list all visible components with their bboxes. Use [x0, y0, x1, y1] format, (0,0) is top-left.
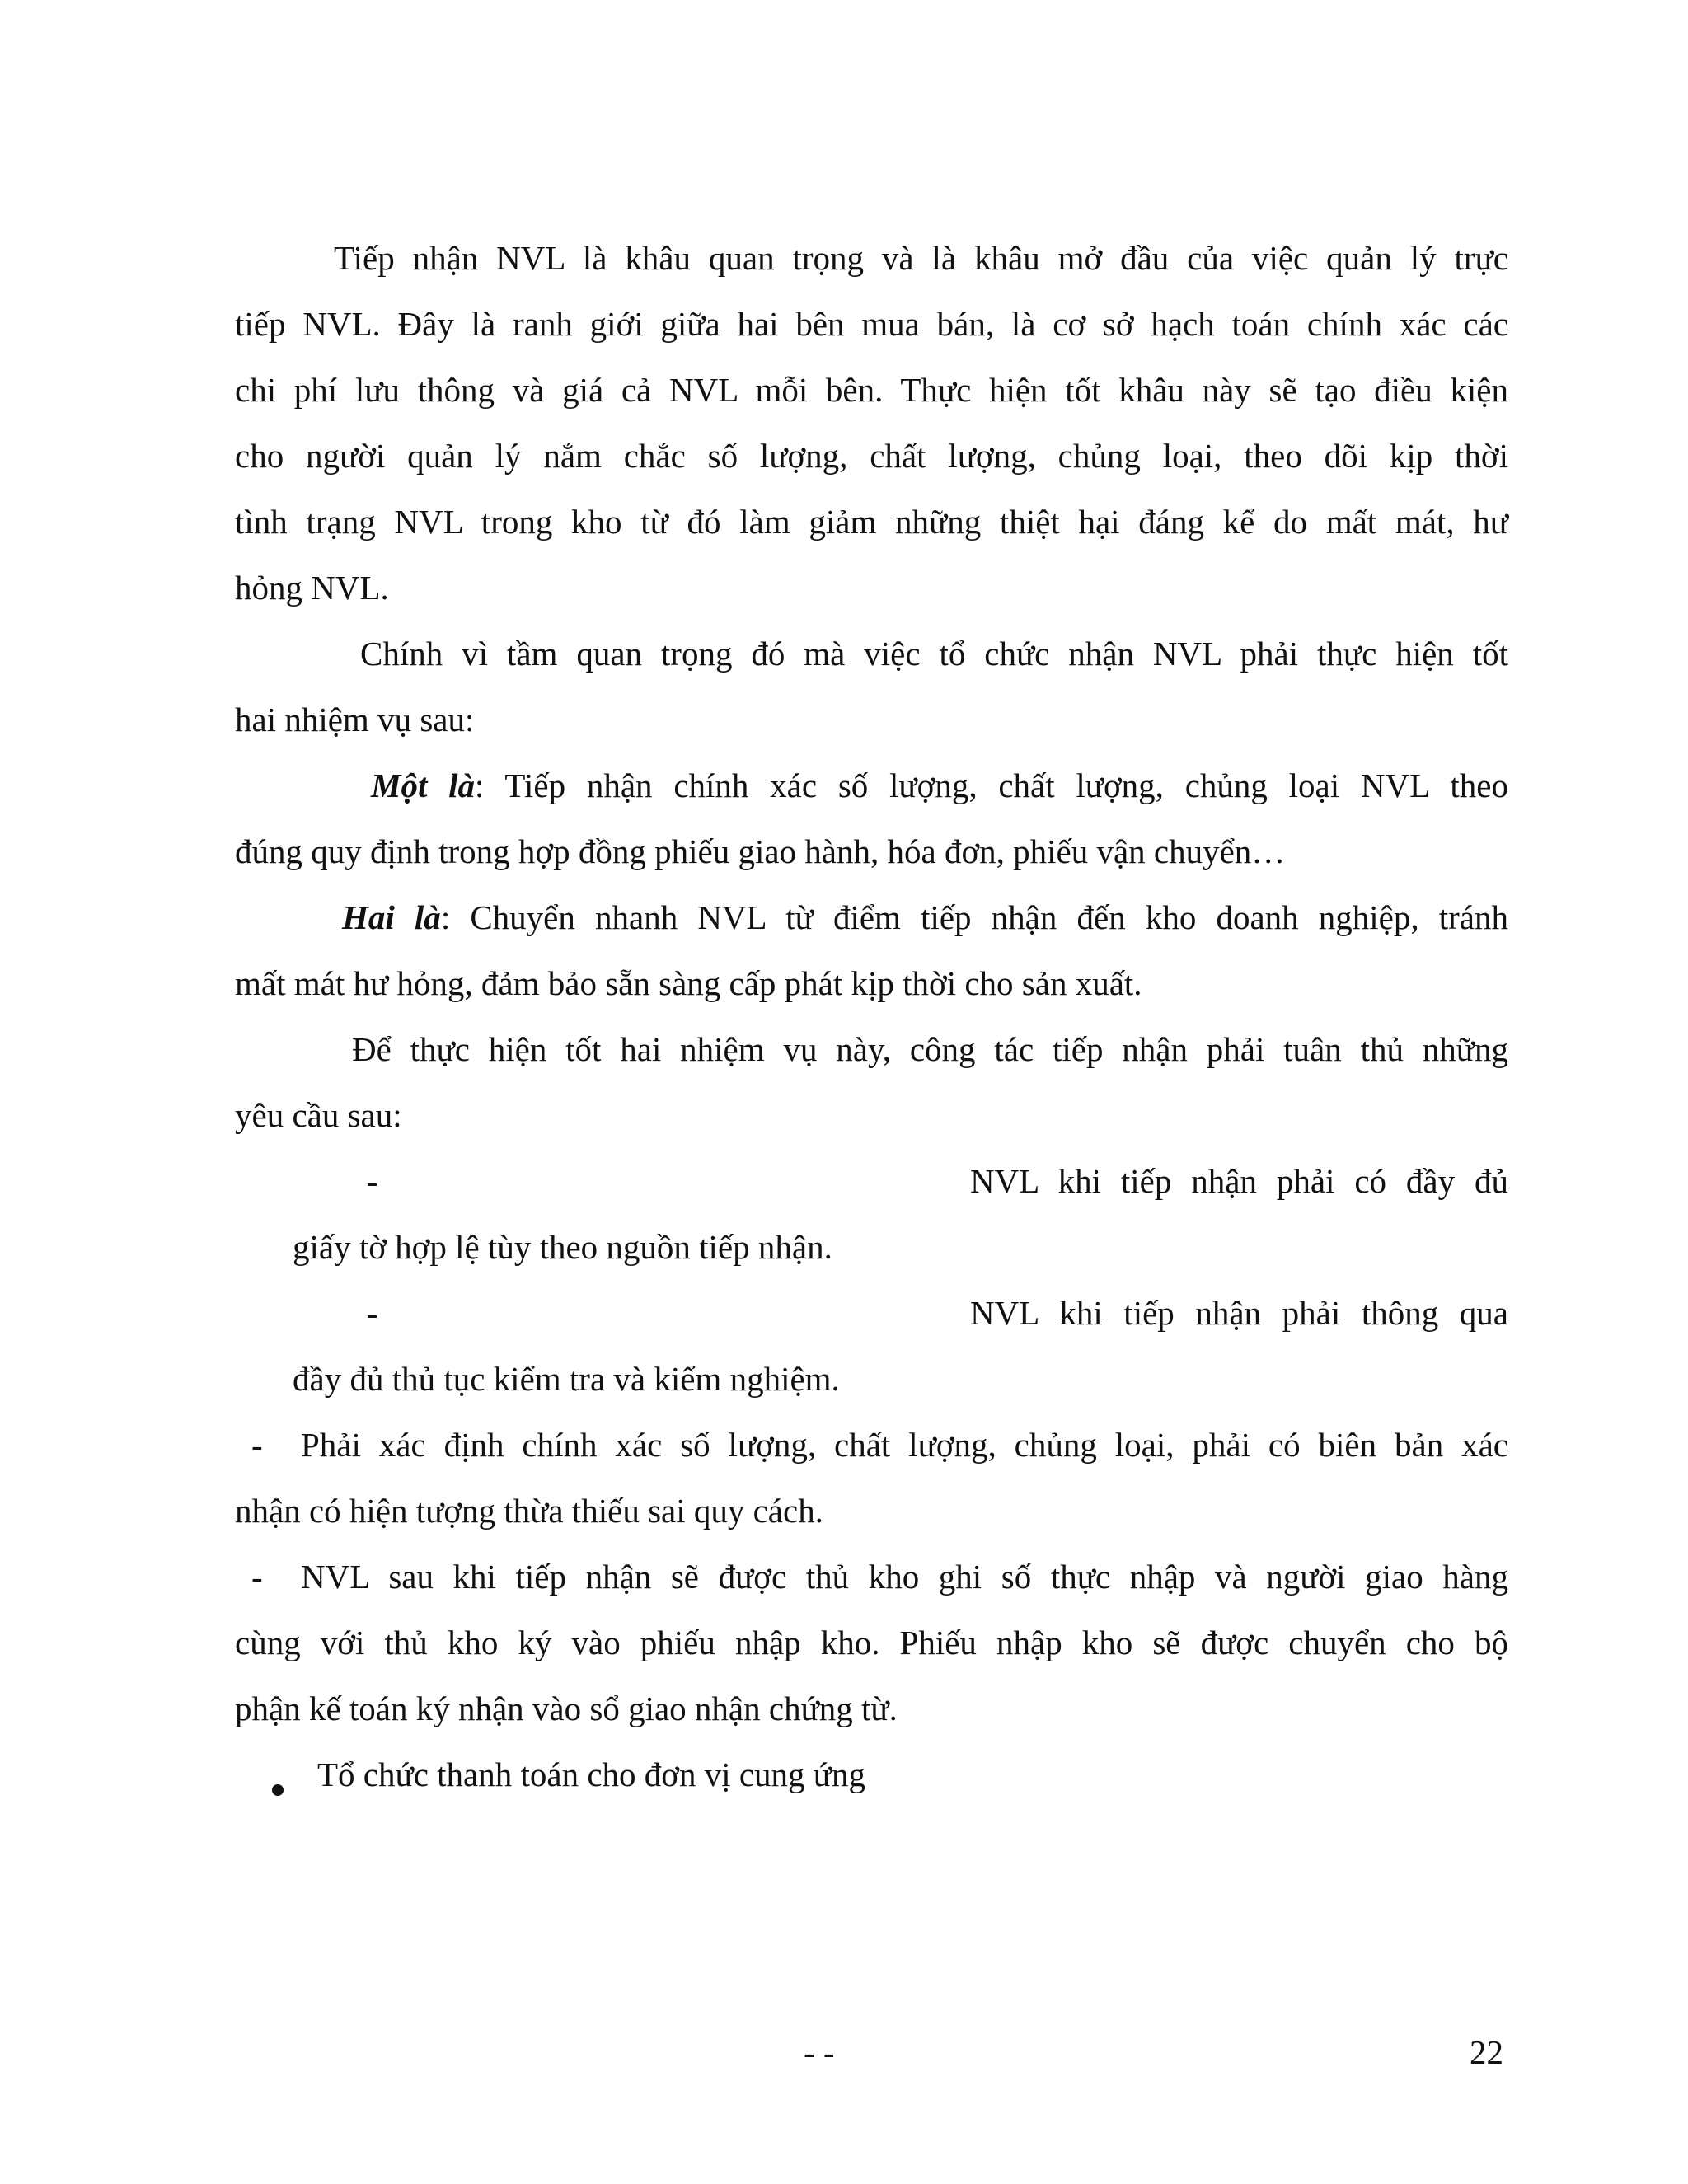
list-item-4-line-3: phận kế toán ký nhận vào sổ giao nhận chứng từ. — [235, 1690, 898, 1727]
paragraph-1-line-1: Tiếp nhận NVL là khâu quan trọng và là khâu mở đầu của việc quản lý trực — [334, 239, 1508, 277]
list-item-3-line-1: Phải xác định chính xác số lượng, chất lượng, chủng loại, phải có biên bản xác — [301, 1426, 1508, 1464]
paragraph-1-line-2: tiếp NVL. Đây là ranh giới giữa hai bên mua bán, là cơ sở hạch toán chính xác các — [235, 305, 1508, 343]
list-item-1-marker: - — [367, 1162, 378, 1200]
paragraph-1-line-5: tình trạng NVL trong kho từ đó làm giảm những thiệt hại đáng kể do mất mát, hư — [235, 503, 1508, 541]
paragraph-5-line-2: yêu cầu sau: — [235, 1096, 402, 1134]
list-item-3-marker: - — [251, 1426, 263, 1464]
paragraph-1-line-4: cho người quản lý nắm chắc số lượng, chất lượng, chủng loại, theo dõi kịp thời — [235, 437, 1508, 475]
label-mot-la: Một là — [371, 766, 475, 804]
list-item-1-line-1: NVL khi tiếp nhận phải có đầy đủ — [970, 1162, 1508, 1200]
bullet-icon — [272, 1784, 284, 1796]
label-hai-la: Hai là — [342, 898, 441, 936]
list-item-1-line-2: giấy tờ hợp lệ tùy theo nguồn tiếp nhận. — [293, 1228, 832, 1266]
paragraph-3-text: : Tiếp nhận chính xác số lượng, chất lượng, chủng loại NVL theo — [475, 766, 1508, 804]
paragraph-2-line-2: hai nhiệm vụ sau: — [235, 701, 475, 738]
bullet-heading: Tổ chức thanh toán cho đơn vị cung ứng — [317, 1755, 866, 1793]
paragraph-5-line-1: Để thực hiện tốt hai nhiệm vụ này, công tác tiếp nhận phải tuân thủ những — [352, 1030, 1508, 1068]
paragraph-3-line-1 — [371, 765, 1508, 806]
paragraph-2-line-1: Chính vì tầm quan trọng đó mà việc tổ chức nhận NVL phải thực hiện tốt — [360, 635, 1508, 673]
list-item-4-line-1: NVL sau khi tiếp nhận sẽ được thủ kho ghi số thực nhập và người giao hàng — [301, 1558, 1508, 1596]
paragraph-4-line-1 — [342, 897, 1508, 938]
list-item-3-line-2: nhận có hiện tượng thừa thiếu sai quy cách. — [235, 1492, 823, 1530]
list-item-4-marker: - — [251, 1558, 263, 1596]
paragraph-4-text: : Chuyển nhanh NVL từ điểm tiếp nhận đến kho doanh nghiệp, tránh — [440, 898, 1508, 936]
list-item-2-line-2: đầy đủ thủ tục kiểm tra và kiểm nghiệm. — [293, 1360, 840, 1398]
paragraph-4-line-2: mất mát hư hỏng, đảm bảo sẵn sàng cấp phát kịp thời cho sản xuất. — [235, 964, 1142, 1002]
page-number: 22 — [1470, 2033, 1503, 2071]
list-item-2-line-1: NVL khi tiếp nhận phải thông qua — [970, 1294, 1508, 1332]
footer-center-mark: - - — [804, 2033, 835, 2071]
list-item-2-marker: - — [367, 1294, 378, 1332]
list-item-4-line-2: cùng với thủ kho ký vào phiếu nhập kho. Phiếu nhập kho sẽ được chuyển cho bộ — [235, 1624, 1508, 1661]
paragraph-3-line-2: đúng quy định trong hợp đồng phiếu giao hành, hóa đơn, phiếu vận chuyển… — [235, 832, 1286, 870]
paragraph-1-line-6: hỏng NVL. — [235, 569, 389, 607]
paragraph-1-line-3: chi phí lưu thông và giá cả NVL mỗi bên. Thực hiện tốt khâu này sẽ tạo điều kiện — [235, 371, 1508, 409]
